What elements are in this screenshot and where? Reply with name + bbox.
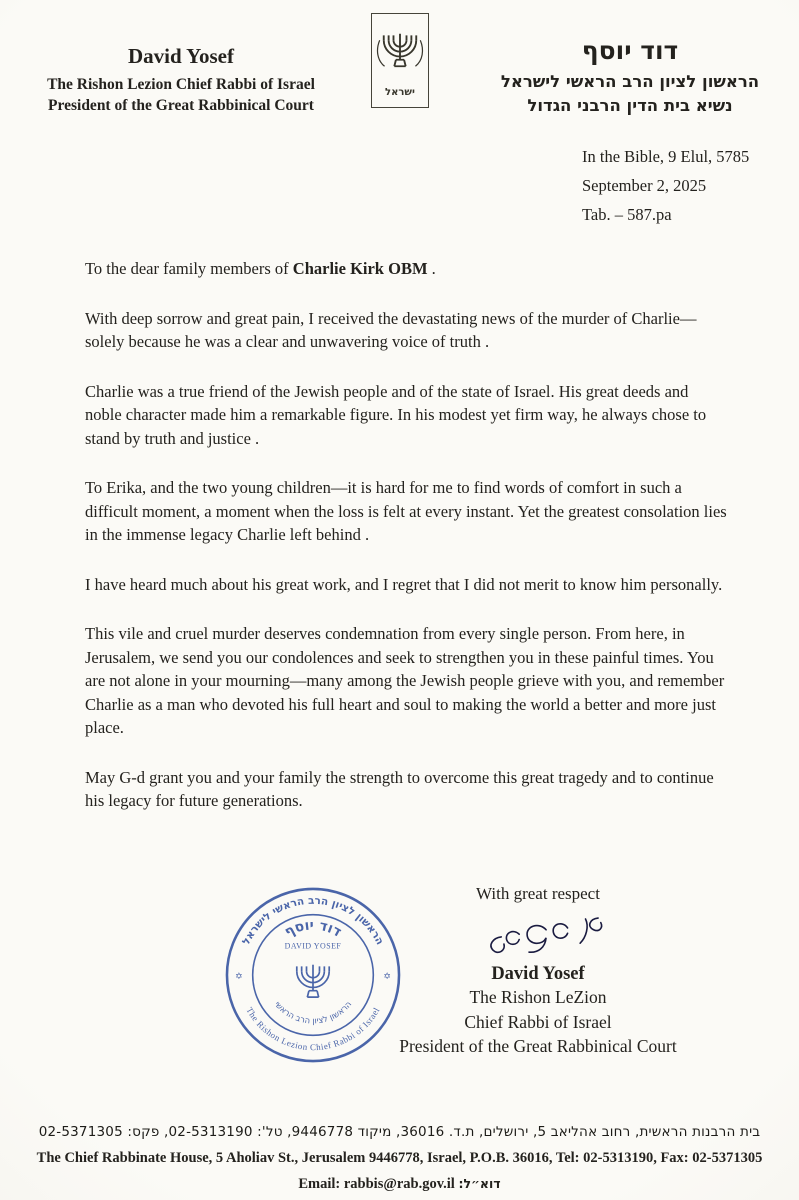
star-of-david-icon-left: ✡ bbox=[235, 970, 243, 981]
letter-paragraph-4: I have heard much about his great work, and I regret that I did not merit to know him personally. bbox=[85, 574, 723, 594]
letter-body bbox=[85, 257, 727, 839]
letter-paragraph-1: With deep sorrow and great pain, I received the devastating news of the murder of Charlie—solely because he was a clear and unwavering voice of truth . bbox=[85, 308, 697, 351]
footer-address-english: The Chief Rabbinate House, 5 Aholiav St., Jerusalem 9446778, Israel, P.O.B. 36016, Tel: 02-5313190, Fax: 02-5371305 bbox=[36, 1150, 763, 1166]
seal-ring-english: The Rishon Lezion Chief Rabbi of Israel bbox=[244, 1005, 382, 1053]
handwritten-signature-icon bbox=[453, 910, 623, 962]
seal-menorah-icon bbox=[297, 965, 329, 997]
seal-name-hebrew: דוד יוסף bbox=[282, 917, 345, 941]
sender-name-english: David Yosef bbox=[128, 44, 234, 68]
footer-email-hebrew-label: דוא״ל: bbox=[458, 1176, 501, 1191]
signature-block bbox=[368, 884, 708, 1059]
date-block bbox=[582, 142, 749, 229]
sender-title-hebrew-2: נשיא בית הדין הרבני הגדול bbox=[527, 96, 733, 115]
footer-address-hebrew: בית הרבנות הראשית, רחוב אהליאב 5, ירושלים, ת.ד. 36016, מיקוד 9446778, טל': 02-5313190, פקס: 02-5371305 bbox=[38, 1124, 761, 1140]
signer-title-2: Chief Rabbi of Israel bbox=[464, 1011, 612, 1032]
svg-text:דוד יוסף bbox=[282, 917, 344, 940]
letter-paragraph-3: To Erika, and the two young children—it is hard for me to find words of comfort in such a difficult moment, a moment when the loss is felt at every instant. Yet the greatest consolation lies in the immense legacy Charlie left behind . bbox=[85, 478, 727, 544]
closing-phrase: With great respect bbox=[476, 884, 600, 903]
salutation-prefix: To the dear family members of bbox=[85, 259, 293, 278]
seal-name-english: DAVID YOSEF bbox=[284, 941, 342, 951]
salutation-suffix: . bbox=[427, 259, 436, 278]
seal-inner-hebrew: הראשון לציון הרב הראשי bbox=[272, 999, 354, 1026]
footer-email-english: Email: rabbis@rab.gov.il bbox=[298, 1176, 455, 1192]
svg-text:הראשון לציון הרב הראשי bbox=[273, 999, 354, 1025]
signer-name: David Yosef bbox=[491, 964, 585, 984]
emblem-label: ישראל bbox=[385, 87, 415, 98]
date-line-gregorian: September 2, 2025 bbox=[582, 176, 707, 195]
sender-title-english-1: The Rishon Lezion Chief Rabbi of Israel bbox=[47, 76, 315, 93]
seal-ring-hebrew: הראשון לציון הרב הראשי לישראל bbox=[240, 894, 386, 947]
letter-paragraph-6: May G-d grant you and your family the strength to overcome this great tragedy and to continue his legacy for future generations. bbox=[85, 767, 714, 810]
sender-title-hebrew-1: הראשון לציון הרב הראשי לישראל bbox=[500, 72, 760, 91]
signer-title-3: President of the Great Rabbinical Court bbox=[399, 1036, 677, 1056]
menorah-emblem-icon bbox=[374, 19, 426, 81]
letter-paragraph-2: Charlie was a true friend of the Jewish people and of the state of Israel. His great deeds and noble character made him a remarkable figure. In his modest yet firm way, he always chose to stand by truth and justice . bbox=[85, 381, 707, 448]
date-line-reference: Tab. – 587.pa bbox=[582, 205, 672, 224]
sender-block-hebrew bbox=[488, 36, 772, 118]
star-of-david-icon-right: ✡ bbox=[383, 970, 391, 981]
israel-state-emblem bbox=[371, 13, 429, 108]
letter-paragraph-5: This vile and cruel murder deserves condemnation from every single person. From here, in Jerusalem, we send you our condolences and seek to strengthen you in these painful times. You are not alone in your mourning—many among the Jewish people grieve with you, and remember Charlie as a man who devoted his full heart and soul to making the world a better and more just place. bbox=[85, 624, 725, 737]
footer-email-line bbox=[0, 1176, 799, 1193]
sender-title-english-2: President of the Great Rabbinical Court bbox=[48, 97, 314, 114]
date-line-hebrew-calendar: In the Bible, 9 Elul, 5785 bbox=[582, 147, 750, 166]
signer-title-1: The Rishon LeZion bbox=[469, 987, 607, 1007]
sender-block-english bbox=[28, 44, 334, 116]
sender-name-hebrew: דוד יוסף bbox=[581, 36, 679, 65]
recipient-name: Charlie Kirk OBM bbox=[292, 259, 428, 278]
salutation bbox=[85, 257, 727, 281]
